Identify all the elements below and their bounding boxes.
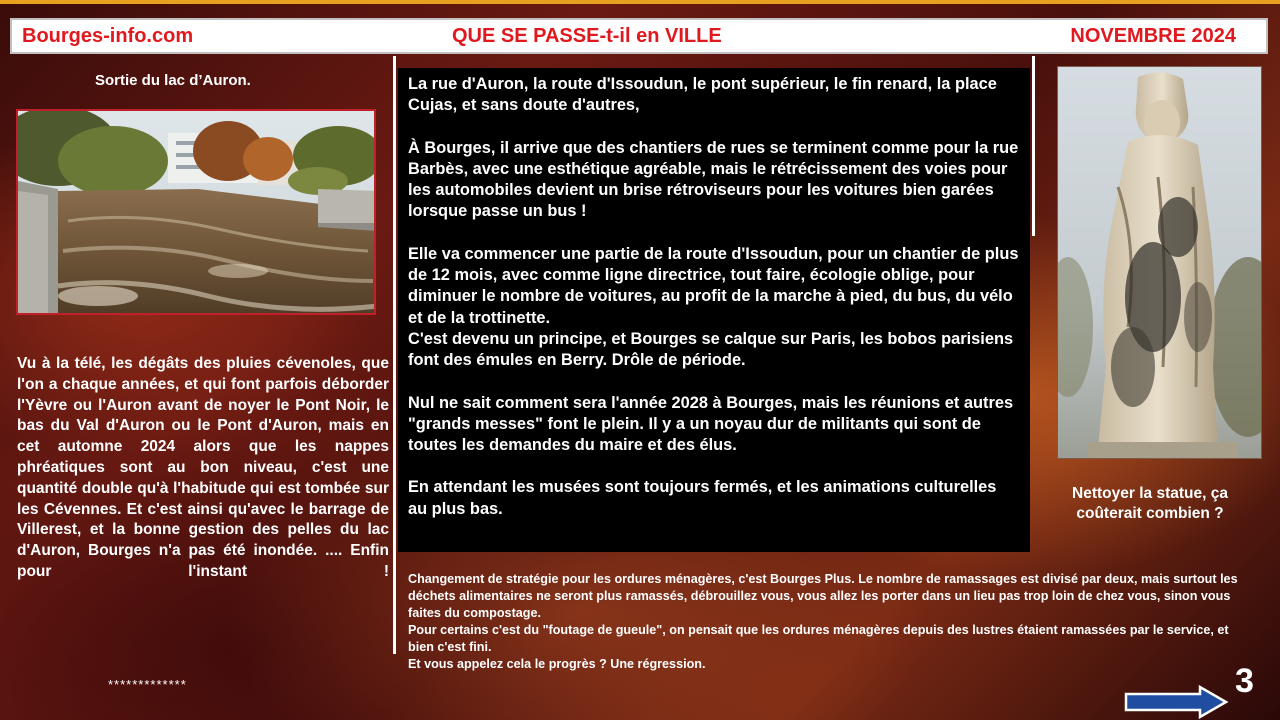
waste-paragraph-1: Changement de stratégie pour les ordures ménagères, c'est Bourges Plus. Le nombre de ramassages est divisé par deux, mais surtout les déchets alimentaires ne seront plus ramassés, débrouillez vous, vous allez les porter dans un lieu pas trop loin de chez vous, sinon vous faites du compostage. — [408, 572, 1238, 620]
header-bar — [10, 18, 1268, 54]
page-number: 3 — [1235, 662, 1254, 700]
page-title: QUE SE PASSE-t-il en VILLE — [452, 25, 722, 47]
river-photo — [16, 109, 376, 315]
main-paragraph-3: Elle va commencer une partie de la route d'Issoudun, pour un chantier de plus de 12 mois, avec comme ligne directrice, tout faire, écologie oblige, pour diminuer le nombre de voitures, au profit de la marche à pied, du bus, du vélo et de la trottinette. — [408, 244, 1019, 327]
right-arrow-icon[interactable] — [1122, 684, 1230, 720]
main-paragraph-5: Nul ne sait comment sera l'année 2028 à Bourges, mais les réunions et autres "grands messes" font le plein. Il y a un noyau dur de militants qui sont de toutes les demandes du maire et des élus. — [408, 393, 1014, 455]
column-divider-left — [393, 56, 396, 654]
main-paragraph-6: En attendant les musées sont toujours fermés, et les animations culturelles au plus bas. — [408, 478, 997, 518]
separator-stars: ************* — [108, 677, 187, 692]
main-article-box — [398, 68, 1030, 552]
statue-photo-illustration — [1058, 67, 1262, 459]
statue-photo — [1057, 66, 1262, 459]
waste-article-text — [408, 571, 1238, 672]
column-divider-right — [1032, 56, 1035, 236]
issue-date: NOVEMBRE 2024 — [1070, 25, 1236, 47]
main-paragraph-4: C'est devenu un principe, et Bourges se calque sur Paris, les bobos parisiens font des émules en Berry. Drôle de période. — [408, 329, 1014, 370]
statue-caption-line-1: Nettoyer la statue, ça — [1072, 485, 1228, 502]
statue-caption — [1040, 484, 1260, 524]
flood-article-text: Vu à la télé, les dégâts des pluies cévenoles, que l'on a chaque années, et qui font parfois déborder l'Yèvre ou l'Auron avant de noyer le Pont Noir, le bas du Val d'Auron ou le Pont d'Auron, mais en cet automne 2024 alors que les nappes phréatiques sont au bon niveau, c'est une quantité double qu'à l'habitude qui est tombée sur les Cévennes. Et c'est ainsi qu'avec le barrage de Villerest, et la bonne gestion des pelles du lac d'Auron, Bourges n'a pas été inondée. .... Enfin pour l'instant ! — [17, 355, 389, 580]
site-name: Bourges-info.com — [22, 25, 194, 47]
river-photo-illustration — [18, 111, 376, 315]
main-paragraph-2: À Bourges, il arrive que des chantiers de rues se terminent comme pour la rue Barbès, avec une esthétique agréable, mais le rétrécissement des voies pour les automobiles devient un brise rétroviseurs pour les voitures bien garées lorsque passe un bus ! — [408, 138, 1019, 221]
photo-caption: Sortie du lac d’Auron. — [95, 72, 251, 89]
main-paragraph-1: La rue d'Auron, la route d'Issoudun, le pont supérieur, le fin renard, la place Cujas, et sans doute d'autres, — [408, 75, 997, 115]
statue-caption-line-2: coûterait combien ? — [1076, 505, 1224, 522]
top-accent-line — [0, 0, 1280, 4]
waste-paragraph-3: Et vous appelez cela le progrès ? Une régression. — [408, 656, 706, 671]
waste-paragraph-2: Pour certains c'est du "foutage de gueule", on pensait que les ordures ménagères depuis des lustres étaient ramassées par le service, et bien c'est fini. — [408, 622, 1229, 654]
